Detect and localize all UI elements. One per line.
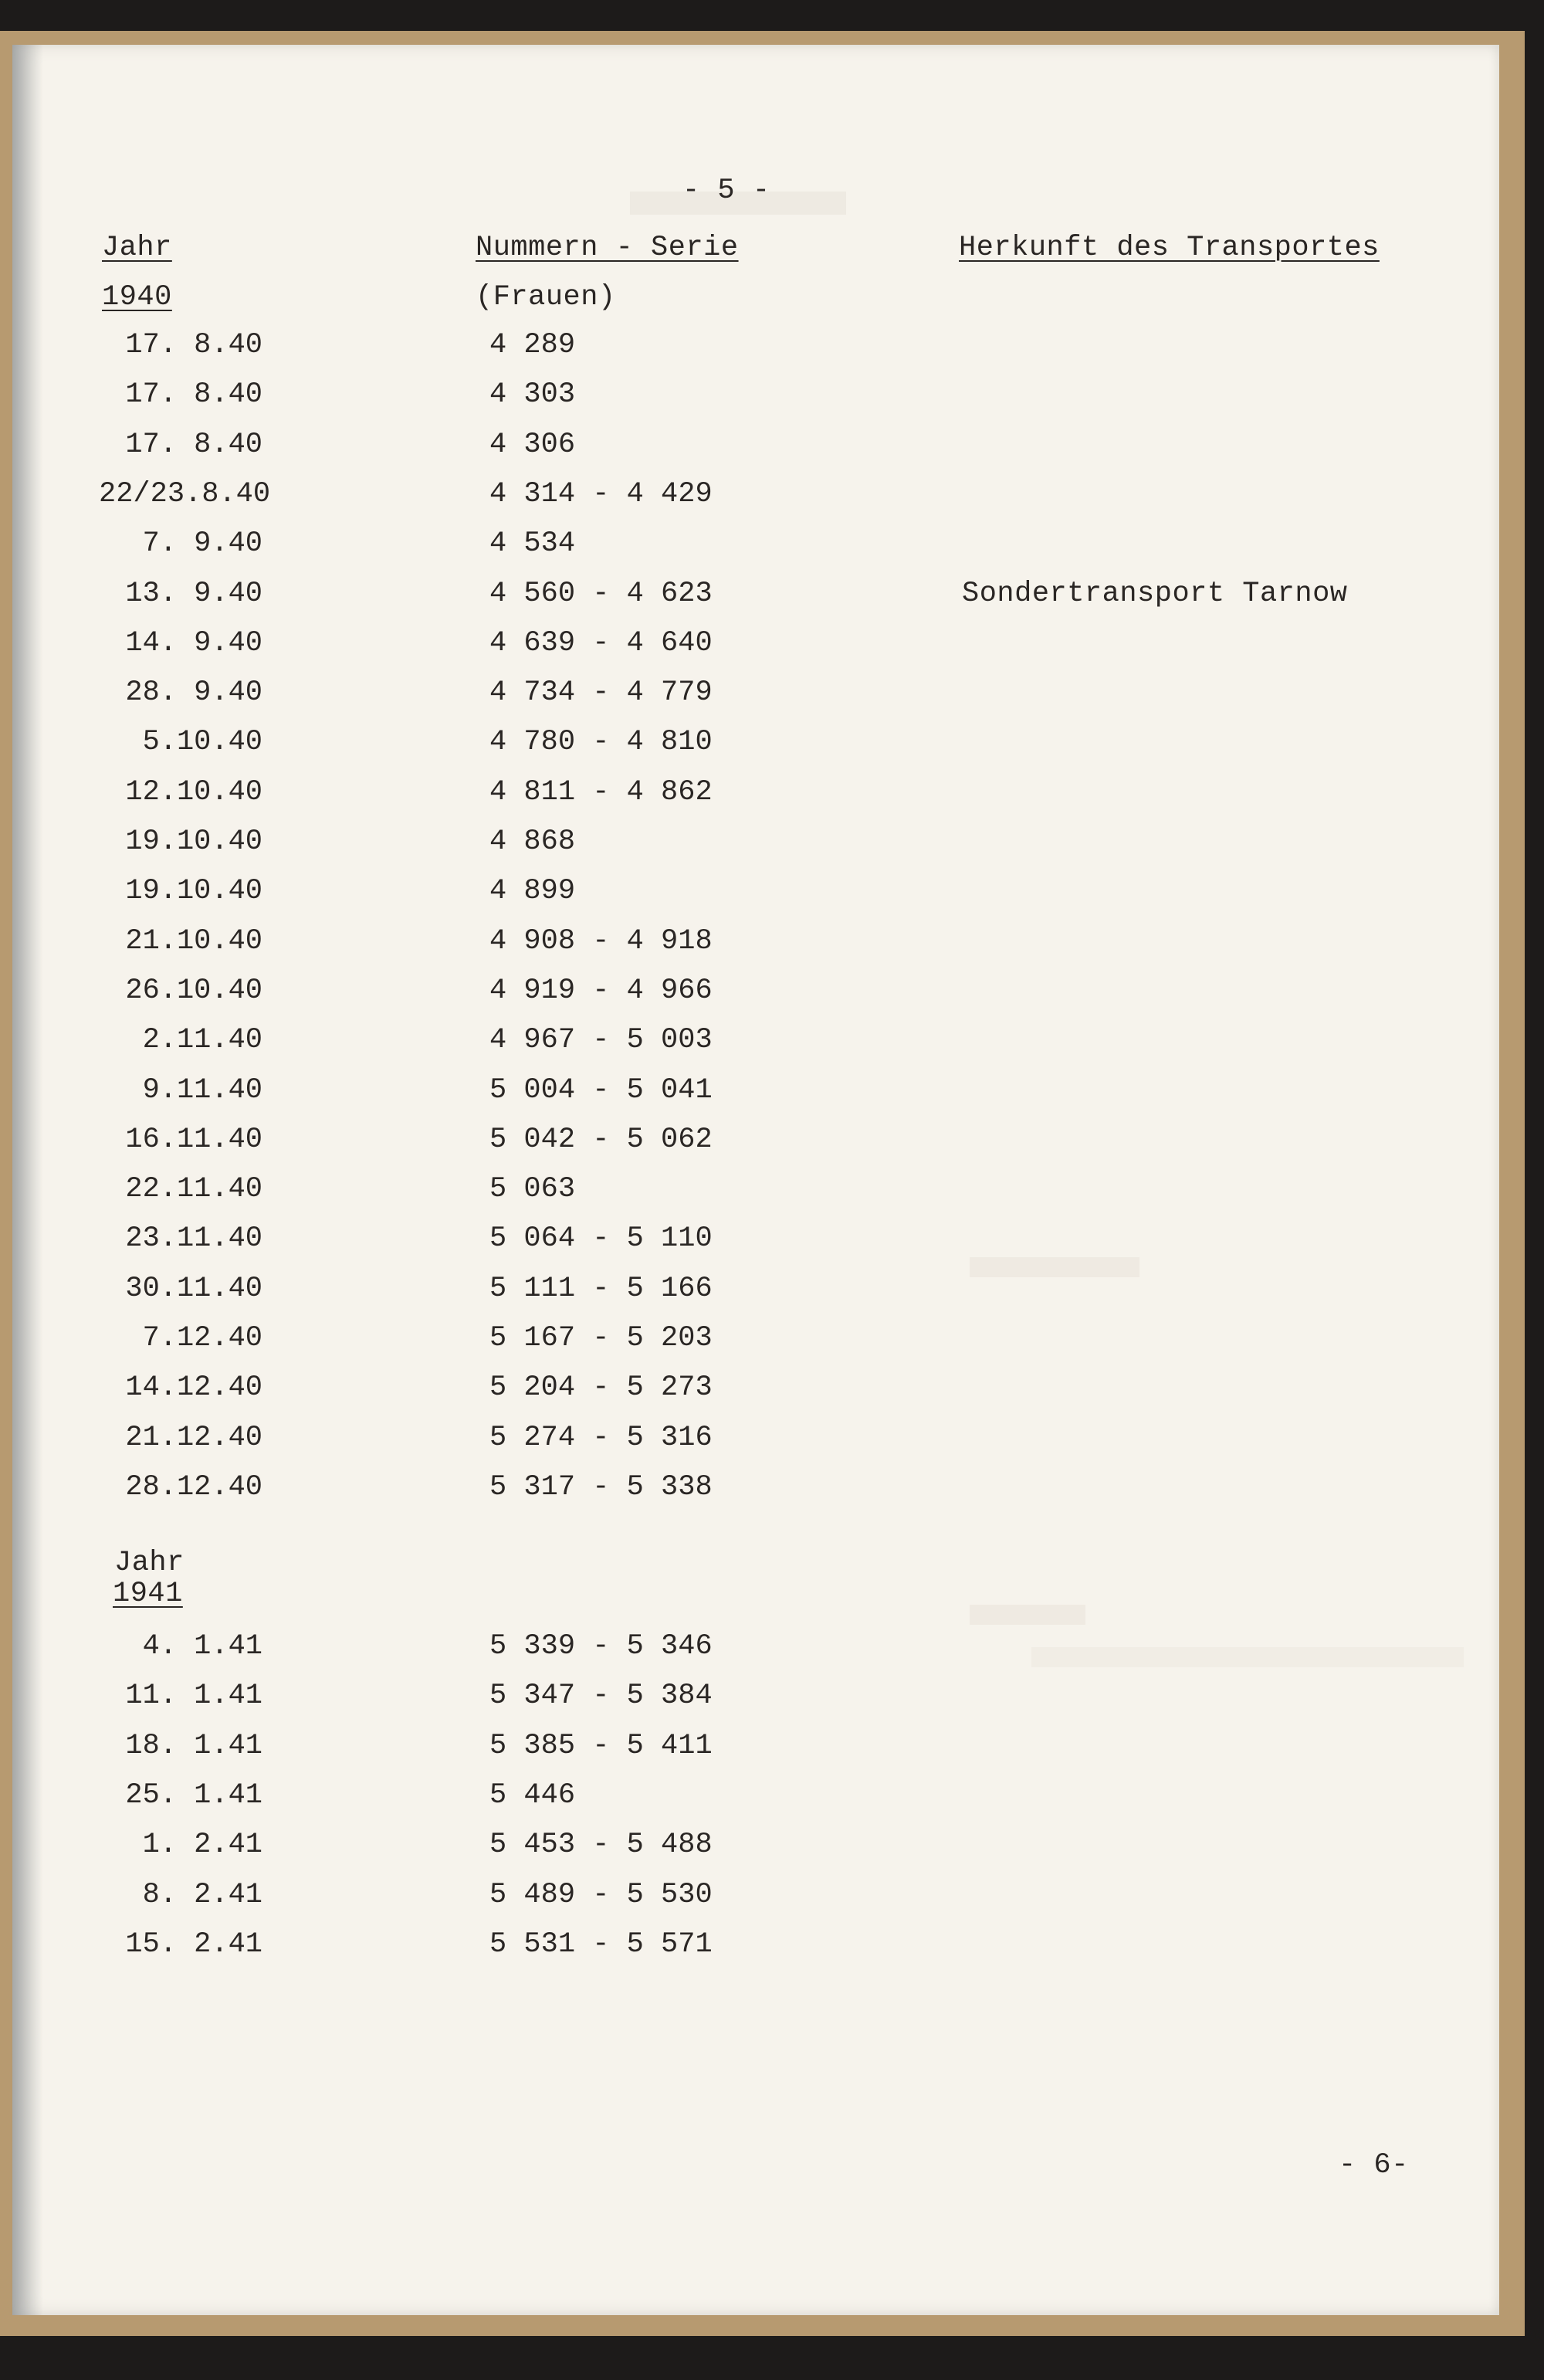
header-herkunft: Herkunft des Transportes: [959, 232, 1380, 264]
row-date: 22.11.40: [125, 1173, 262, 1205]
row-date: 15. 2.41: [125, 1928, 262, 1961]
row-number-series: 4 899: [489, 875, 576, 907]
row-date: 8. 2.41: [142, 1879, 262, 1911]
row-number-series: 4 560 - 4 623: [489, 578, 713, 610]
document-page: [12, 45, 1499, 2315]
row-number-series: 4 868: [489, 826, 576, 858]
row-number-series: 4 639 - 4 640: [489, 627, 713, 659]
row-origin: Sondertransport Tarnow: [962, 578, 1348, 610]
row-date: 21.12.40: [125, 1422, 262, 1454]
row-date: 1. 2.41: [142, 1829, 262, 1861]
row-date: 5.10.40: [142, 726, 262, 758]
row-date: 14.12.40: [125, 1371, 262, 1404]
row-number-series: 5 446: [489, 1779, 576, 1812]
row-date: 25. 1.41: [125, 1779, 262, 1812]
row-date: 17. 8.40: [125, 429, 262, 461]
next-page-marker: - 6-: [1339, 2149, 1409, 2182]
row-number-series: 4 919 - 4 966: [489, 975, 713, 1007]
row-number-series: 5 064 - 5 110: [489, 1222, 713, 1255]
row-number-series: 5 274 - 5 316: [489, 1422, 713, 1454]
row-number-series: 4 289: [489, 329, 576, 361]
row-date: 2.11.40: [142, 1024, 262, 1056]
header-nummern-serie: Nummern - Serie: [476, 232, 739, 264]
header-jahr: Jahr: [102, 232, 172, 264]
row-date: 7.12.40: [142, 1322, 262, 1354]
row-date: 30.11.40: [125, 1273, 262, 1305]
row-date: 23.11.40: [125, 1222, 262, 1255]
row-date: 7. 9.40: [142, 527, 262, 560]
row-number-series: 5 317 - 5 338: [489, 1471, 713, 1504]
row-date: 12.10.40: [125, 776, 262, 809]
row-number-series: 4 534: [489, 527, 576, 560]
row-date: 9.11.40: [142, 1074, 262, 1107]
row-number-series: 5 042 - 5 062: [489, 1124, 713, 1156]
row-number-series: 4 811 - 4 862: [489, 776, 713, 809]
row-date: 19.10.40: [125, 875, 262, 907]
row-date: 17. 8.40: [125, 329, 262, 361]
row-number-series: 5 489 - 5 530: [489, 1879, 713, 1911]
row-number-series: 5 167 - 5 203: [489, 1322, 713, 1354]
row-date: 13. 9.40: [125, 578, 262, 610]
row-number-series: 5 111 - 5 166: [489, 1273, 713, 1305]
row-number-series: 5 453 - 5 488: [489, 1829, 713, 1861]
year-1940: 1940: [102, 281, 172, 314]
row-number-series: 5 385 - 5 411: [489, 1730, 713, 1762]
subheader-frauen: (Frauen): [476, 281, 616, 314]
row-date: 14. 9.40: [125, 627, 262, 659]
year-label-1941: Jahr: [114, 1547, 185, 1579]
row-number-series: 4 306: [489, 429, 576, 461]
row-number-series: 5 339 - 5 346: [489, 1630, 713, 1663]
page-number: - 5 -: [682, 175, 770, 207]
row-number-series: 5 004 - 5 041: [489, 1074, 713, 1107]
row-number-series: 4 780 - 4 810: [489, 726, 713, 758]
row-number-series: 4 303: [489, 378, 576, 411]
row-date: 28. 9.40: [125, 676, 262, 709]
row-date: 21.10.40: [125, 925, 262, 958]
row-date: 28.12.40: [125, 1471, 262, 1504]
row-date: 11. 1.41: [125, 1680, 262, 1712]
row-number-series: 4 908 - 4 918: [489, 925, 713, 958]
row-number-series: 5 063: [489, 1173, 576, 1205]
row-number-series: 4 734 - 4 779: [489, 676, 713, 709]
row-number-series: 5 531 - 5 571: [489, 1928, 713, 1961]
row-date: 17. 8.40: [125, 378, 262, 411]
row-date: 18. 1.41: [125, 1730, 262, 1762]
spine-shadow: [12, 45, 43, 2315]
row-date: 26.10.40: [125, 975, 262, 1007]
year-1941: 1941: [113, 1578, 183, 1610]
row-number-series: 4 967 - 5 003: [489, 1024, 713, 1056]
row-date: 19.10.40: [125, 826, 262, 858]
row-number-series: 5 347 - 5 384: [489, 1680, 713, 1712]
row-date: 16.11.40: [125, 1124, 262, 1156]
row-number-series: 4 314 - 4 429: [489, 478, 713, 510]
row-date: 4. 1.41: [142, 1630, 262, 1663]
row-number-series: 5 204 - 5 273: [489, 1371, 713, 1404]
row-date: 22/23.8.40: [99, 478, 271, 510]
